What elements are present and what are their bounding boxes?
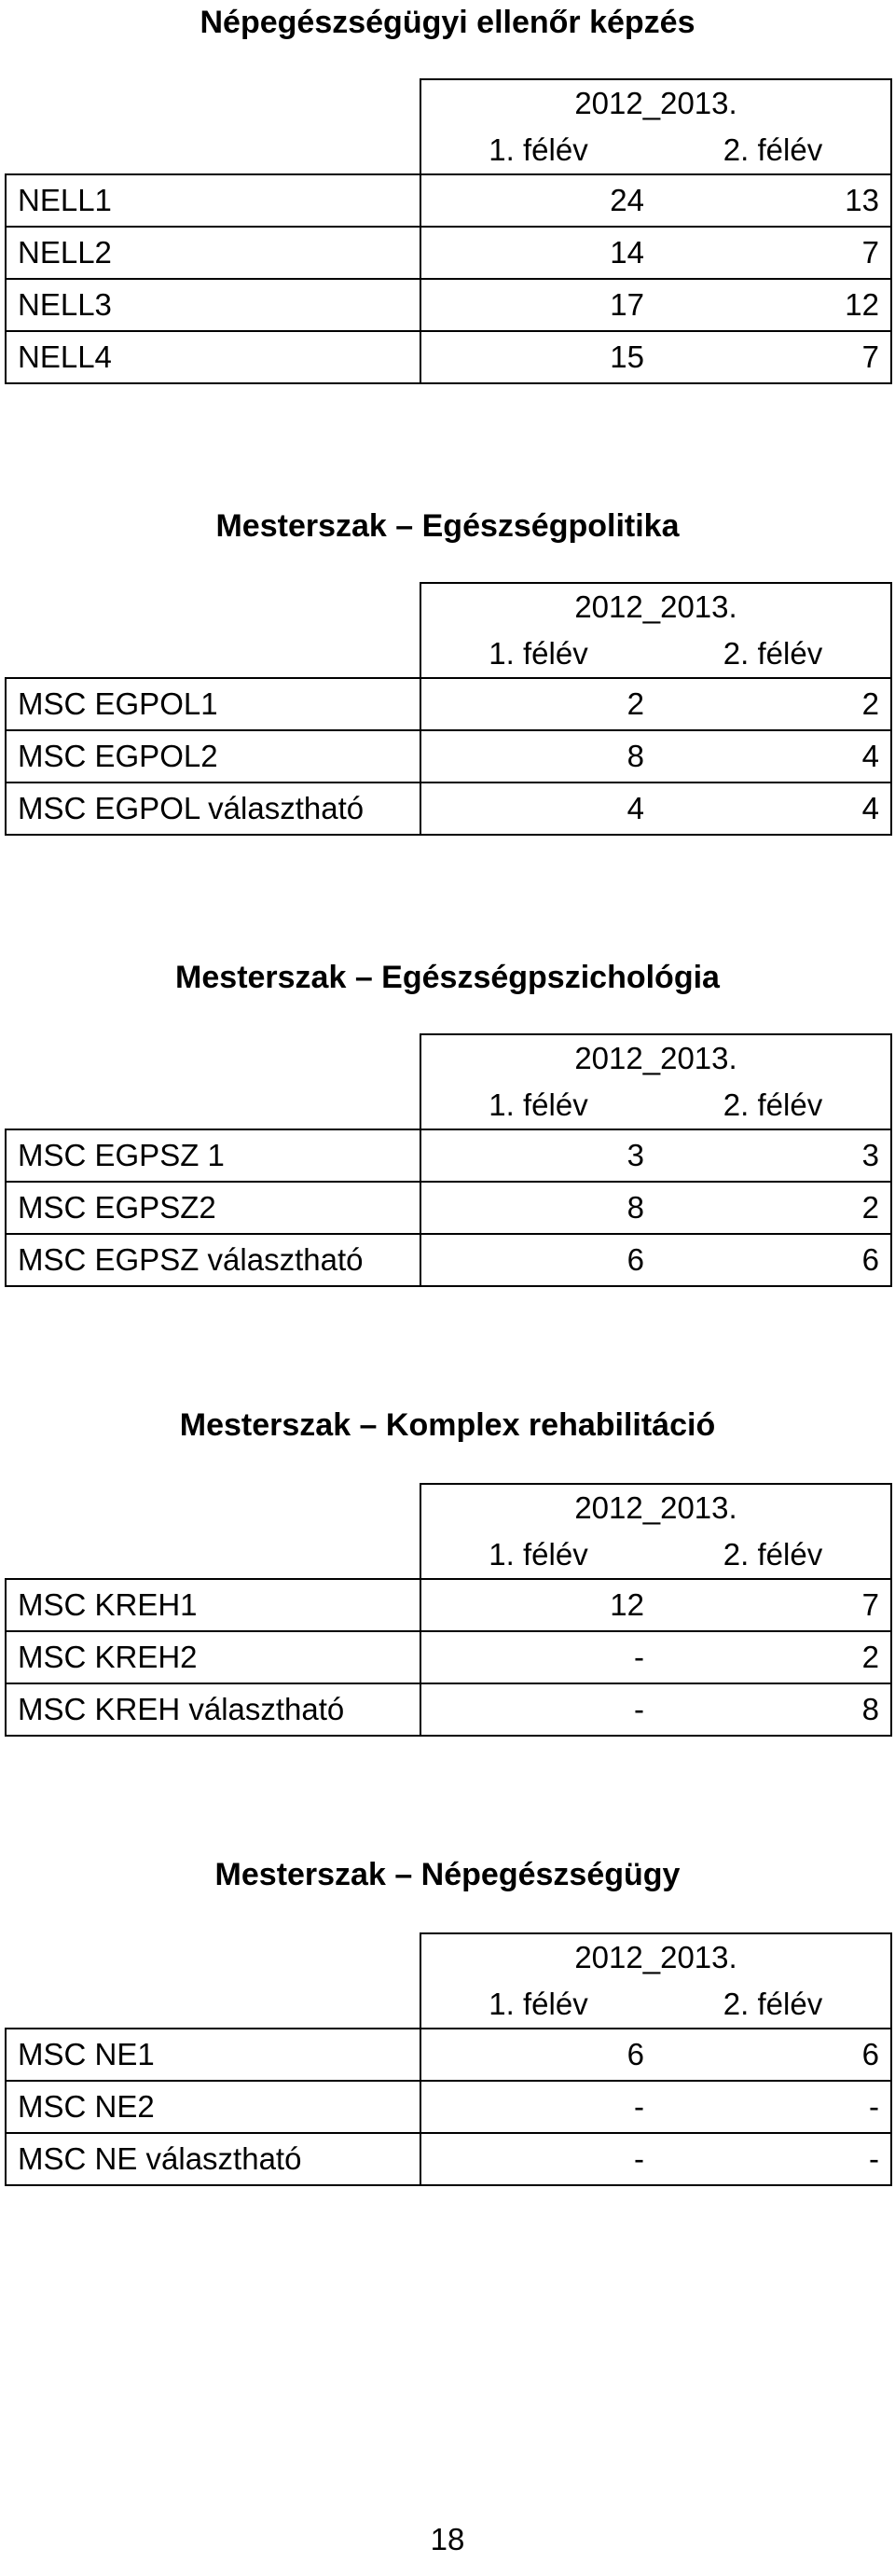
header-row-year <box>6 1484 891 1531</box>
table-row <box>6 174 891 227</box>
year-header: 2012_2013. <box>420 79 891 127</box>
table-row <box>6 730 891 782</box>
year-header: 2012_2013. <box>420 1034 891 1082</box>
semester-2-value: 6 <box>655 2029 891 2081</box>
header-row-year <box>6 79 891 127</box>
semester-1-header: 1. félév <box>420 1082 655 1129</box>
table-row <box>6 227 891 279</box>
semester-1-header: 1. félév <box>420 1981 655 2029</box>
semester-1-value: 4 <box>420 782 655 835</box>
semester-2-header: 2. félév <box>655 127 891 174</box>
page-number: 18 <box>430 2522 465 2556</box>
table-row <box>6 2081 891 2133</box>
semester-1-value: - <box>420 1683 655 1736</box>
row-label: NELL4 <box>6 331 420 383</box>
semester-2-header: 2. félév <box>655 630 891 678</box>
header-row-semester <box>6 630 891 678</box>
header-row-semester <box>6 1531 891 1579</box>
table-row <box>6 1683 891 1736</box>
table-row <box>6 279 891 331</box>
section-title: Mesterszak – Népegészségügy <box>214 1857 681 1892</box>
row-label: MSC EGPOL választható <box>6 782 420 835</box>
semester-1-value: - <box>420 2081 655 2133</box>
semester-1-value: 6 <box>420 2029 655 2081</box>
table-row <box>6 1579 891 1631</box>
semester-1-value: - <box>420 1631 655 1683</box>
semester-2-value: 3 <box>655 1129 891 1182</box>
table-row <box>6 2133 891 2185</box>
semester-2-header: 2. félév <box>655 1981 891 2029</box>
header-row-year <box>6 1034 891 1082</box>
semester-2-value: - <box>655 2133 891 2185</box>
header-row-year <box>6 583 891 630</box>
semester-2-header: 2. félév <box>655 1082 891 1129</box>
row-label: MSC EGPSZ választható <box>6 1234 420 1286</box>
row-label: MSC KREH1 <box>6 1579 420 1631</box>
row-label: NELL1 <box>6 174 420 227</box>
table-kreh <box>5 1483 892 1737</box>
row-label: MSC EGPOL1 <box>6 678 420 730</box>
year-header: 2012_2013. <box>420 1933 891 1981</box>
semester-1-header: 1. félév <box>420 127 655 174</box>
semester-1-value: 14 <box>420 227 655 279</box>
semester-1-value: 8 <box>420 1182 655 1234</box>
semester-1-header: 1. félév <box>420 630 655 678</box>
semester-2-header: 2. félév <box>655 1531 891 1579</box>
table-row <box>6 1631 891 1683</box>
row-label: MSC NE választható <box>6 2133 420 2185</box>
semester-2-value: 8 <box>655 1683 891 1736</box>
semester-2-value: - <box>655 2081 891 2133</box>
table-row <box>6 1234 891 1286</box>
semester-2-value: 4 <box>655 782 891 835</box>
semester-2-value: 2 <box>655 1182 891 1234</box>
semester-1-value: 12 <box>420 1579 655 1631</box>
section-title: Mesterszak – Egészségpszichológia <box>175 960 720 995</box>
semester-1-value: 24 <box>420 174 655 227</box>
row-label: MSC EGPSZ2 <box>6 1182 420 1234</box>
semester-2-value: 13 <box>655 174 891 227</box>
row-label: NELL3 <box>6 279 420 331</box>
table-egpol <box>5 582 892 836</box>
table-row <box>6 1182 891 1234</box>
year-header: 2012_2013. <box>420 583 891 630</box>
semester-2-value: 6 <box>655 1234 891 1286</box>
table-row <box>6 678 891 730</box>
semester-1-value: 17 <box>420 279 655 331</box>
semester-2-value: 2 <box>655 678 891 730</box>
table-row <box>6 2029 891 2081</box>
row-label: MSC KREH2 <box>6 1631 420 1683</box>
semester-2-value: 2 <box>655 1631 891 1683</box>
semester-1-header: 1. félév <box>420 1531 655 1579</box>
section-title: Népegészségügyi ellenőr képzés <box>200 5 695 40</box>
table-row <box>6 782 891 835</box>
row-label: MSC EGPSZ 1 <box>6 1129 420 1182</box>
semester-1-value: 6 <box>420 1234 655 1286</box>
header-row-semester <box>6 127 891 174</box>
row-label: MSC NE1 <box>6 2029 420 2081</box>
row-label: MSC EGPOL2 <box>6 730 420 782</box>
semester-2-value: 12 <box>655 279 891 331</box>
section-title: Mesterszak – Komplex rehabilitáció <box>179 1407 716 1443</box>
semester-1-value: 8 <box>420 730 655 782</box>
semester-2-value: 7 <box>655 331 891 383</box>
semester-2-value: 4 <box>655 730 891 782</box>
year-header: 2012_2013. <box>420 1484 891 1531</box>
semester-2-value: 7 <box>655 227 891 279</box>
row-label: NELL2 <box>6 227 420 279</box>
table-nell <box>5 78 892 384</box>
semester-1-value: - <box>420 2133 655 2185</box>
section-title: Mesterszak – Egészségpolitika <box>215 508 680 544</box>
table-row <box>6 1129 891 1182</box>
semester-1-value: 2 <box>420 678 655 730</box>
row-label: MSC NE2 <box>6 2081 420 2133</box>
table-ne <box>5 1932 892 2186</box>
semester-1-value: 3 <box>420 1129 655 1182</box>
table-row <box>6 331 891 383</box>
semester-2-value: 7 <box>655 1579 891 1631</box>
header-row-year <box>6 1933 891 1981</box>
table-egpsz <box>5 1033 892 1287</box>
header-row-semester <box>6 1981 891 2029</box>
row-label: MSC KREH választható <box>6 1683 420 1736</box>
header-row-semester <box>6 1082 891 1129</box>
semester-1-value: 15 <box>420 331 655 383</box>
